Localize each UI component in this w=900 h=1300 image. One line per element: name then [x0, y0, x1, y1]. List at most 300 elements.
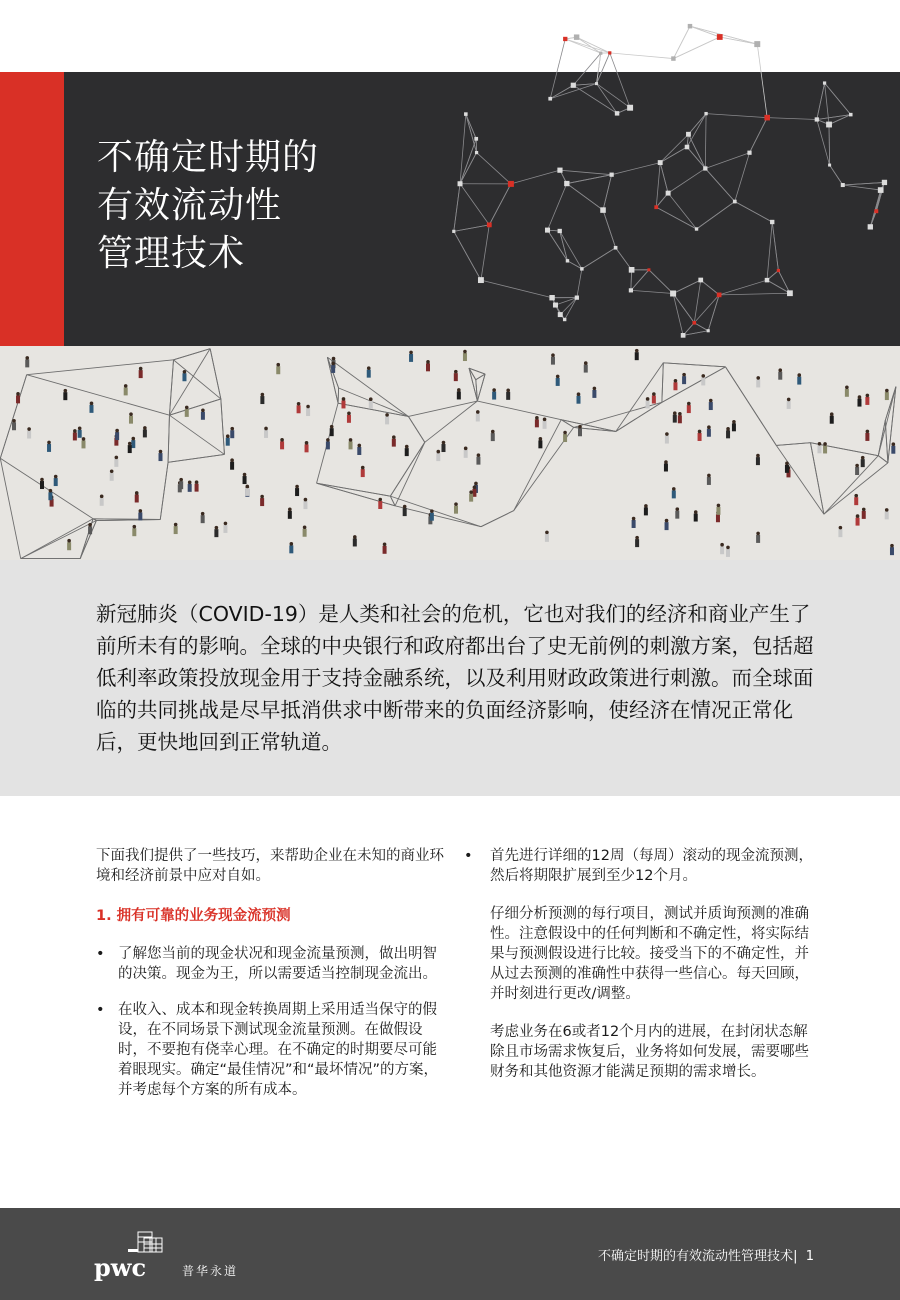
person-head [139, 509, 143, 513]
network-line [656, 163, 660, 208]
ground-line [616, 402, 662, 431]
network-node [610, 173, 614, 177]
person-head [110, 470, 114, 474]
person-head [492, 388, 496, 392]
person-head [861, 456, 865, 460]
person-figure [16, 395, 20, 403]
person-figure [383, 546, 387, 554]
person-head [890, 544, 894, 548]
person-figure [179, 481, 183, 489]
person-head [563, 431, 567, 435]
network-node [770, 220, 774, 224]
crowd-network-photo [0, 346, 900, 560]
person-figure [707, 477, 711, 485]
person-head [159, 450, 163, 454]
person-figure [578, 428, 582, 436]
person-figure [243, 476, 247, 484]
network-node [654, 205, 658, 209]
person-figure [289, 545, 293, 553]
person-head [378, 498, 382, 502]
network-line [560, 170, 612, 175]
person-head [436, 450, 440, 454]
person-figure [138, 512, 142, 520]
person-head [385, 413, 389, 417]
person-head [290, 542, 294, 546]
network-node [787, 290, 793, 296]
person-figure [280, 441, 284, 449]
person-figure [264, 430, 268, 438]
network-node [458, 181, 463, 186]
person-figure [720, 546, 724, 554]
person-figure [673, 382, 677, 390]
person-head [392, 435, 396, 439]
network-line [612, 163, 661, 175]
ground-line [885, 421, 888, 463]
network-node [878, 187, 884, 193]
person-figure [492, 392, 496, 400]
pwc-wordmark: pwc [94, 1253, 147, 1282]
ground-line [481, 511, 514, 527]
ground-line [477, 401, 561, 420]
network-node [874, 209, 878, 213]
network-line [573, 85, 617, 113]
person-figure [303, 529, 307, 537]
person-head [664, 460, 668, 464]
network-node [823, 81, 826, 84]
person-head [40, 478, 44, 482]
person-figure [367, 370, 371, 378]
network-node [685, 145, 690, 150]
person-head [756, 532, 760, 536]
person-head [133, 525, 137, 529]
person-figure [707, 429, 711, 437]
network-node [629, 288, 633, 292]
network-line [649, 270, 673, 294]
person-figure [260, 498, 264, 506]
person-head [862, 508, 866, 512]
intro-paragraph: 新冠肺炎（COVID-19）是人类和社会的危机，它也对我们的经济和商业产生了前所未有的影响。全球的中央银行和政府都出台了史无前例的刺激方案，包括超低利率政策投放现金用于支持金融系统，以及利用财政政策进行刺激。而全球面临的共同挑战是尽早抵消供求中断带来的负面经济影响，使经济在情况正常化后，更快地回到正常轨道。 [96, 602, 814, 754]
network-line [511, 170, 560, 184]
person-figure [195, 484, 199, 492]
network-line [481, 280, 552, 298]
network-node [629, 267, 635, 273]
person-figure [709, 402, 713, 410]
network-node [703, 166, 707, 170]
network-node [733, 200, 737, 204]
ground-line [338, 388, 339, 403]
person-head [726, 427, 730, 431]
network-line [610, 53, 674, 59]
person-figure [297, 405, 301, 413]
person-head [409, 351, 413, 355]
person-figure [403, 508, 407, 516]
person-head [756, 454, 760, 458]
ground-line [514, 420, 561, 511]
network-line [477, 153, 511, 184]
person-figure [12, 422, 16, 430]
person-figure [823, 445, 827, 453]
network-node [849, 113, 853, 117]
person-head [477, 453, 481, 457]
person-head [201, 512, 205, 516]
person-figure [132, 528, 136, 536]
person-figure [405, 448, 409, 456]
person-figure [48, 492, 52, 500]
person-figure [756, 535, 760, 543]
person-head [673, 411, 677, 415]
ground-line [662, 363, 663, 403]
person-head [188, 481, 192, 485]
network-node [563, 37, 567, 41]
person-figure [330, 428, 334, 436]
person-head [892, 442, 896, 446]
ground-line [725, 367, 776, 446]
network-line [610, 53, 630, 108]
network-line [656, 207, 696, 229]
person-figure [635, 539, 639, 547]
person-figure [131, 440, 135, 448]
person-figure [223, 525, 227, 533]
person-head [139, 367, 143, 371]
bullet-icon: • [96, 1002, 105, 1018]
network-line [668, 168, 705, 193]
page-number: 1 [805, 1249, 814, 1264]
network-line [616, 248, 632, 270]
ground-line [168, 415, 169, 462]
person-head [726, 546, 730, 550]
body-paragraph: 考虑业务在6或者12个月内的进展，在封闭状态解除且市场需求恢复后，业务将如何发展，需要哪些财务和其他资源才能满足预期的需求增长。 [490, 1024, 809, 1080]
title-line-3: 管理技术 [97, 233, 246, 274]
person-head [457, 388, 461, 392]
person-figure [664, 463, 668, 471]
person-head [230, 458, 234, 462]
network-line [688, 114, 706, 135]
person-head [756, 376, 760, 380]
person-figure [135, 494, 139, 502]
person-figure [885, 511, 889, 519]
person-figure [538, 440, 542, 448]
network-node [452, 230, 455, 233]
person-figure [441, 444, 445, 452]
person-head [100, 495, 104, 499]
person-head [403, 505, 407, 509]
network-line [597, 84, 618, 114]
person-figure [545, 534, 549, 542]
network-line [876, 182, 884, 211]
ground-line [27, 375, 170, 416]
network-node [754, 41, 760, 47]
person-head [830, 412, 834, 416]
network-node [600, 207, 606, 213]
person-head [430, 509, 434, 513]
person-head [128, 442, 132, 446]
person-figure [644, 507, 648, 515]
person-head [27, 427, 31, 431]
person-head [577, 392, 581, 396]
network-node [717, 34, 723, 40]
network-line [772, 222, 778, 270]
person-figure [694, 514, 698, 522]
person-head [264, 427, 268, 431]
network-line [631, 270, 632, 291]
network-line [705, 114, 706, 169]
person-figure [756, 457, 760, 465]
network-line [454, 231, 481, 280]
network-node [608, 51, 611, 54]
network-line [548, 184, 567, 231]
person-figure [245, 488, 249, 496]
network-node [681, 333, 686, 338]
network-line [454, 225, 490, 231]
ground-line [169, 360, 173, 415]
person-head [866, 394, 870, 398]
person-figure [115, 432, 119, 440]
network-node [474, 137, 478, 141]
person-figure [40, 481, 44, 489]
person-figure [454, 506, 458, 514]
person-head [369, 397, 373, 401]
right-column [464, 846, 816, 1082]
network-node [764, 115, 770, 121]
network-line [735, 153, 750, 202]
person-head [54, 475, 58, 479]
person-figure [174, 526, 178, 534]
person-figure [476, 413, 480, 421]
ground-line [21, 521, 97, 559]
network-node [717, 293, 722, 298]
person-head [491, 430, 495, 434]
section-heading: 1. 拥有可靠的业务现金流预测 [96, 908, 291, 924]
network-line [631, 290, 673, 293]
person-figure [295, 488, 299, 496]
network-node [571, 83, 576, 88]
person-figure [409, 354, 413, 362]
person-head [535, 416, 539, 420]
person-head [506, 389, 510, 393]
pwc-logo [94, 1226, 174, 1286]
person-figure [288, 511, 292, 519]
network-line [603, 210, 616, 248]
person-head [47, 441, 51, 445]
network-line [706, 114, 767, 118]
person-head [797, 373, 801, 377]
body-paragraph: 仔细分析预测的每行项目，测试并质询预测的准确性。注意假设中的任何判断和不确定性，将实际结果与预测假设进行比较。接受当下的不确定性，并从过去预测的准确性中获得一些信心。每天回顾，并时刻进行更改/调整。 [490, 906, 809, 1002]
person-figure [128, 445, 132, 453]
network-line [825, 83, 851, 115]
network-line [548, 230, 568, 261]
bullet-icon: • [464, 848, 473, 864]
network-line [550, 39, 565, 99]
person-figure [885, 392, 889, 400]
ground-line [93, 519, 160, 520]
network-node [580, 267, 583, 270]
ground-line [878, 421, 885, 456]
person-figure [88, 526, 92, 534]
person-head [464, 447, 468, 451]
person-figure [506, 392, 510, 400]
person-head [297, 402, 301, 406]
person-figure [73, 432, 77, 440]
person-head [473, 486, 477, 490]
person-figure [861, 459, 865, 467]
network-node [688, 24, 692, 28]
network-line [577, 269, 582, 298]
person-figure [491, 433, 495, 441]
person-head [672, 487, 676, 491]
network-node [868, 224, 873, 229]
network-line [489, 184, 511, 225]
ground-line [0, 458, 20, 558]
network-line [567, 184, 603, 211]
person-figure [687, 405, 691, 413]
person-figure [305, 444, 309, 452]
person-figure [341, 400, 345, 408]
network-node [647, 268, 650, 271]
network-line [597, 84, 631, 108]
network-line [631, 270, 649, 291]
person-head [709, 399, 713, 403]
network-node [478, 277, 484, 283]
person-head [215, 526, 219, 530]
network-line [454, 184, 460, 232]
person-figure [632, 520, 636, 528]
person-head [687, 402, 691, 406]
ground-line [169, 349, 210, 416]
person-figure [457, 391, 461, 399]
ground-line [616, 363, 663, 432]
person-head [261, 393, 265, 397]
person-head [331, 362, 335, 366]
person-head [694, 510, 698, 514]
person-figure [563, 434, 567, 442]
person-figure [214, 529, 218, 537]
ground-line [663, 363, 725, 367]
person-head [885, 508, 889, 512]
person-figure [469, 494, 473, 502]
network-node [595, 82, 598, 85]
person-figure [797, 377, 801, 385]
person-figure [756, 379, 760, 387]
person-head [632, 517, 636, 521]
person-figure [635, 352, 639, 360]
network-node [695, 227, 698, 230]
person-head [326, 438, 330, 442]
ground-line [776, 443, 810, 446]
person-head [131, 437, 135, 441]
network-node [707, 329, 710, 332]
person-figure [698, 433, 702, 441]
person-head [476, 410, 480, 414]
person-head [25, 356, 29, 360]
network-line [757, 44, 767, 118]
person-figure [47, 444, 51, 452]
person-head [288, 508, 292, 512]
ground-line [810, 443, 823, 514]
network-node [882, 180, 887, 185]
person-head [866, 430, 870, 434]
person-head [353, 535, 357, 539]
person-figure [331, 365, 335, 373]
person-figure [139, 370, 143, 378]
page-title [97, 134, 319, 278]
person-head [839, 526, 843, 530]
person-head [469, 490, 473, 494]
person-figure [716, 507, 720, 515]
network-node [670, 291, 676, 297]
network-line [673, 26, 690, 58]
list-item-text: 在收入、成本和现金转换周期上采用适当保守的假设，在不同场景下测试现金流量预测。在做假设时，不要抱有侥幸心理。在不确定的时期要尽可能着眼现实。确定“最佳情况”和“最坏情况”的方案，并考虑每个方案的所有成本。 [118, 1002, 439, 1098]
person-head [823, 442, 827, 446]
network-node [549, 295, 554, 300]
network-node [692, 321, 696, 325]
person-figure [143, 429, 147, 437]
person-figure [392, 439, 396, 447]
network-line [565, 39, 609, 53]
person-figure [675, 511, 679, 519]
network-line [460, 139, 476, 184]
person-figure [682, 376, 686, 384]
network-line [817, 83, 825, 119]
person-figure [535, 419, 539, 427]
network-node [666, 191, 671, 196]
person-head [707, 425, 711, 429]
person-figure [78, 430, 82, 438]
network-line [843, 185, 881, 190]
person-head [845, 385, 849, 389]
person-figure [778, 372, 782, 380]
person-figure [838, 529, 842, 537]
person-figure [89, 405, 93, 413]
person-head [342, 397, 346, 401]
person-head [195, 480, 199, 484]
person-head [635, 349, 639, 353]
network-line [735, 202, 772, 222]
person-figure [378, 501, 382, 509]
person-head [787, 398, 791, 402]
person-head [474, 482, 478, 486]
person-head [818, 442, 822, 446]
network-line [767, 222, 772, 280]
person-head [174, 523, 178, 527]
person-head [16, 392, 20, 396]
network-line [582, 248, 616, 269]
person-figure [326, 441, 330, 449]
person-figure [592, 390, 596, 398]
person-figure [347, 415, 351, 423]
person-figure [464, 450, 468, 458]
person-figure [652, 396, 656, 404]
person-figure [556, 378, 560, 386]
person-head [12, 419, 16, 423]
person-head [556, 375, 560, 379]
person-head [717, 504, 721, 508]
network-node [575, 296, 579, 300]
person-head [304, 498, 308, 502]
person-head [185, 406, 189, 410]
ground-line [662, 367, 726, 402]
person-figure [672, 490, 676, 498]
network-line [830, 165, 843, 185]
person-figure [385, 416, 389, 424]
person-figure [890, 547, 894, 555]
person-figure [845, 389, 849, 397]
person-head [383, 542, 387, 546]
person-figure [82, 440, 86, 448]
person-head [230, 427, 234, 431]
footer-separator: | [793, 1249, 798, 1264]
person-figure [182, 373, 186, 381]
person-figure [349, 441, 353, 449]
